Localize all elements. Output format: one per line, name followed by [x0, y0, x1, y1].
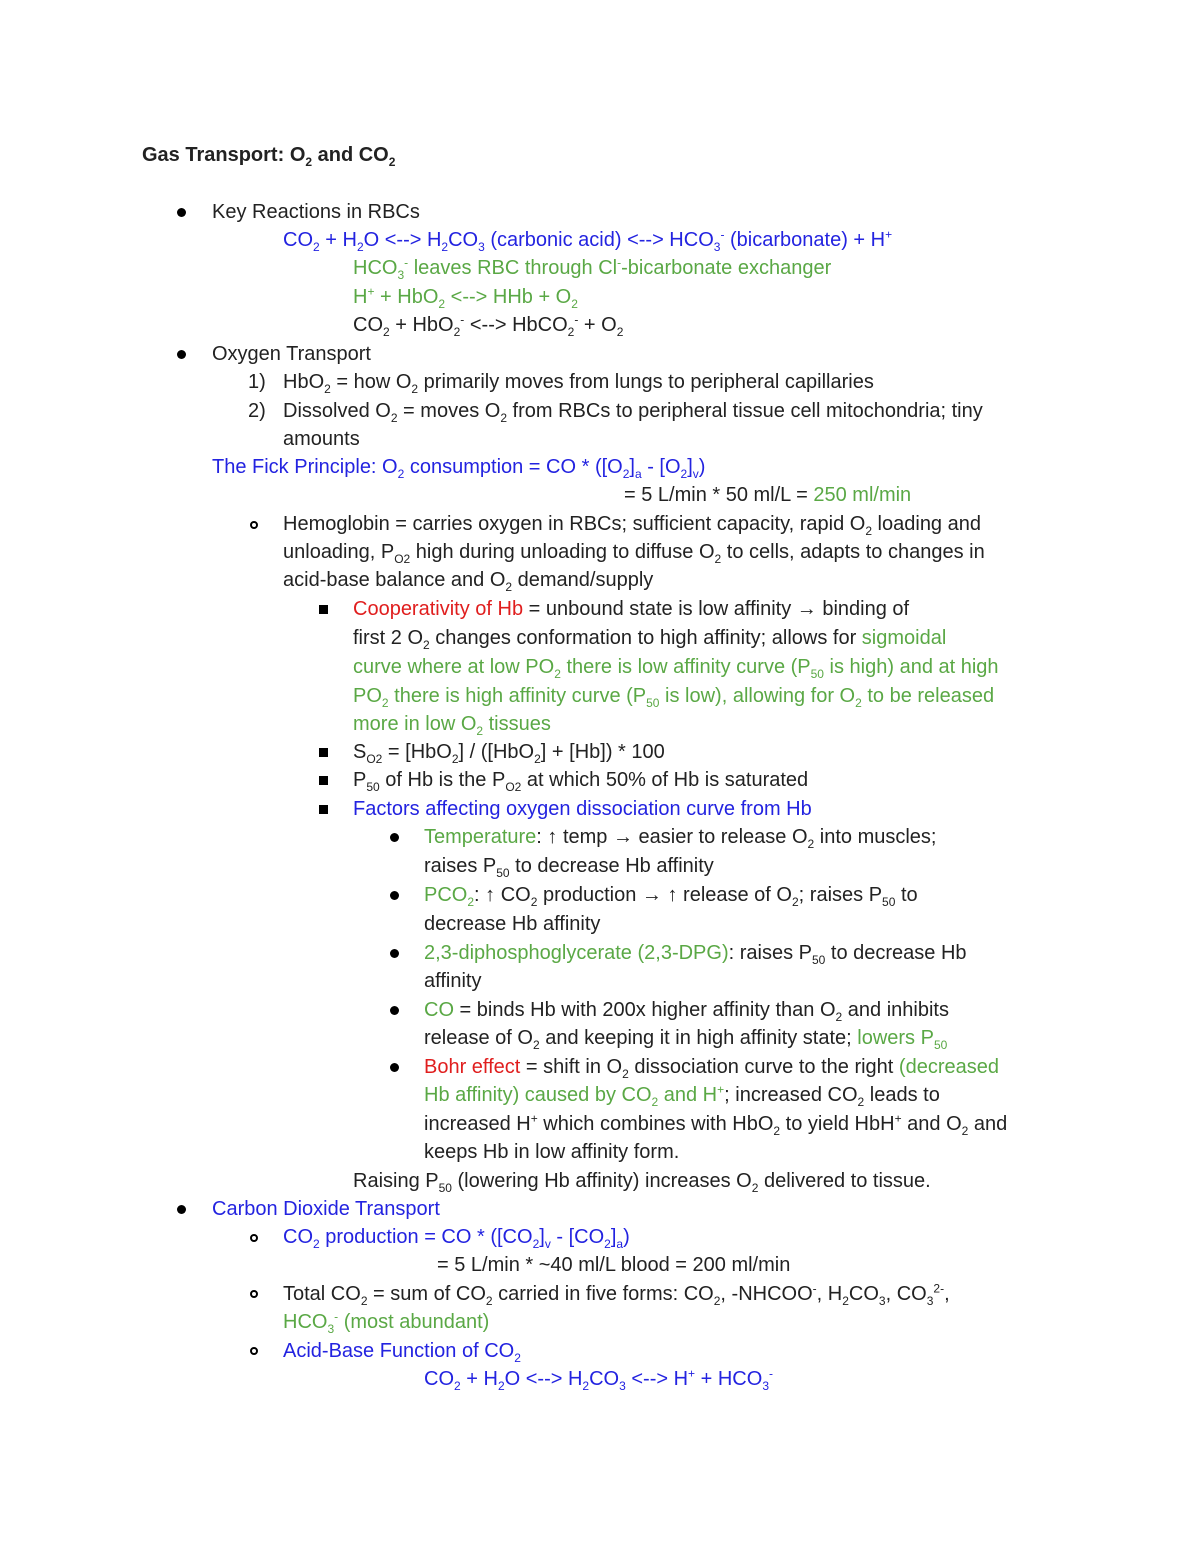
acid-base-equation: $CO_2 + H_2O$ <--> $H_2CO_3$ <--> $H^+ + HCO_3^-$	[424, 1366, 773, 1393]
hemoglobin-item-line2: unloading, $P_{O2}$ high during unloading to diffuse $O_2$ to cells, adapts to changes in	[283, 541, 985, 566]
bullet-icon	[177, 208, 186, 217]
oxygen-transport-heading: Oxygen Transport	[212, 343, 371, 365]
cooperativity-line4: $PO_2$ there is high affinity curve ($P_{50}$ is low), allowing for $O_2$ to be released	[353, 685, 995, 710]
carbon-dioxide-transport-heading: Carbon Dioxide Transport	[212, 1198, 440, 1220]
p50-definition: $P_{50}$ of Hb is the $P_{O2}$ at which 50% of Hb is saturated	[353, 769, 809, 794]
title-part: Gas Transport: O	[142, 144, 306, 166]
cooperativity-item: Cooperativity of Hb = unbound state is low affinity → binding of	[353, 598, 910, 620]
equation-hhb: H+ + HbO$_2$ <--> HHb + $O_2$	[353, 284, 578, 311]
equation-carbonic: $CO_2 + H_2O$ <--> $H_2CO_3$ (carbonic acid) <--> $HCO_3^-$ (bicarbonate) + H+	[283, 227, 893, 254]
factor-co-line2: release of $O_2$ and keeping it in high affinity state; lowers $P_{50}$	[424, 1027, 948, 1052]
factor-dpg: 2,3-diphosphoglycerate (2,3-DPG): raises $P_{50}$ to decrease Hb	[424, 942, 967, 967]
bullet-icon	[319, 776, 328, 785]
factor-temperature: Temperature: ↑ temp → easier to release $O_2$ into muscles;	[424, 826, 937, 851]
raising-p50-note: Raising $P_{50}$ (lowering Hb affinity) increases $O_2$ delivered to tissue.	[353, 1170, 931, 1195]
cooperativity-line5: more in low $O_2$ tissues	[353, 713, 551, 738]
subscript: 2	[305, 155, 313, 169]
bullet-icon	[177, 350, 186, 359]
bullet-icon	[250, 1234, 258, 1242]
factor-pco2-line2: decrease Hb affinity	[424, 913, 601, 935]
bullet-icon	[319, 605, 328, 614]
factors-heading: Factors affecting oxygen dissociation curve from Hb	[353, 798, 812, 820]
equation-bicarbonate-exchange: $HCO_3^-$ leaves RBC through Cl--bicarbonate exchanger	[353, 255, 832, 282]
factor-co: CO = binds Hb with 200x higher affinity than $O_2$ and inhibits	[424, 999, 949, 1024]
so2-formula: $S_{O2} = [HbO_2] / ([HbO_2] + [Hb]) * 100$	[353, 741, 665, 766]
acid-base-function-heading: Acid-Base Function of $CO_2$	[283, 1340, 521, 1365]
bullet-icon	[250, 1347, 258, 1355]
factor-bohr-line2: Hb affinity) caused by $CO_2$ and H+; increased $CO_2$ leads to	[424, 1082, 940, 1109]
factor-bohr-line4: keeps Hb in low affinity form.	[424, 1141, 680, 1163]
bullet-icon	[390, 1063, 399, 1072]
factor-bohr: Bohr effect = shift in $O_2$ dissociation curve to the right (decreased	[424, 1056, 999, 1081]
page-title	[142, 142, 395, 168]
factor-dpg-line2: affinity	[424, 970, 482, 992]
list-item: Dissolved $O_2$ = moves $O_2$ from RBCs to peripheral tissue cell mitochondria; tiny	[283, 400, 983, 425]
list-item-continuation: amounts	[283, 428, 360, 450]
title-part: and CO	[312, 144, 389, 166]
bullet-icon	[250, 521, 258, 529]
subscript: 2	[388, 155, 396, 169]
bullet-icon	[390, 891, 399, 900]
bullet-icon	[319, 805, 328, 814]
list-number: 1)	[248, 371, 266, 393]
bullet-icon	[177, 1205, 186, 1214]
co2-production: $CO_2$ production = CO * $([CO_2]_v - [CO_2]_a)$	[283, 1226, 630, 1251]
key-reactions-heading: Key Reactions in RBCs	[212, 201, 420, 223]
hemoglobin-item: Hemoglobin = carries oxygen in RBCs; sufficient capacity, rapid $O_2$ loading and	[283, 513, 981, 538]
list-number: 2)	[248, 400, 266, 422]
bullet-icon	[390, 949, 399, 958]
total-co2: Total $CO_2$ = sum of $CO_2$ carried in five forms: $CO_2$, -NHCOO-, $H_2CO_3$, $CO_3^{2-}$,	[283, 1281, 950, 1308]
factor-pco2: $PCO_2$: ↑ $CO_2$ production → ↑ release of $O_2$; raises $P_{50}$ to	[424, 884, 918, 909]
fick-principle: The Fick Principle: $O_2$ consumption = CO * $([O_2]_a - [O_2]_v)$	[212, 456, 706, 481]
fick-calculation: = 5 L/min * 50 ml/L = 250 ml/min	[624, 484, 912, 506]
hemoglobin-item-line3: acid-base balance and $O_2$ demand/supply	[283, 569, 654, 594]
bullet-icon	[250, 1290, 258, 1298]
cooperativity-line3: curve where at low $PO_2$ there is low affinity curve ($P_{50}$ is high) and at high	[353, 656, 999, 681]
bullet-icon	[390, 1006, 399, 1015]
bullet-icon	[319, 748, 328, 757]
equation-hbco2: $CO_2 + HbO_2^-$ <--> HbCO$_2$- + $O_2$	[353, 312, 624, 339]
total-co2-line2: $HCO_3^-$ (most abundant)	[283, 1309, 490, 1336]
co2-production-calculation: = 5 L/min * ~40 ml/L blood = 200 ml/min	[437, 1254, 791, 1276]
factor-bohr-line3: increased H+ which combines with HbO$_2$ to yield HbH+ and $O_2$ and	[424, 1111, 1008, 1138]
factor-temperature-line2: raises $P_{50}$ to decrease Hb affinity	[424, 855, 714, 880]
cooperativity-line2: first 2 $O_2$ changes conformation to high affinity; allows for sigmoidal	[353, 627, 947, 652]
bullet-icon	[390, 833, 399, 842]
list-item: HbO$_2$ = how $O_2$ primarily moves from lungs to peripheral capillaries	[283, 371, 874, 396]
